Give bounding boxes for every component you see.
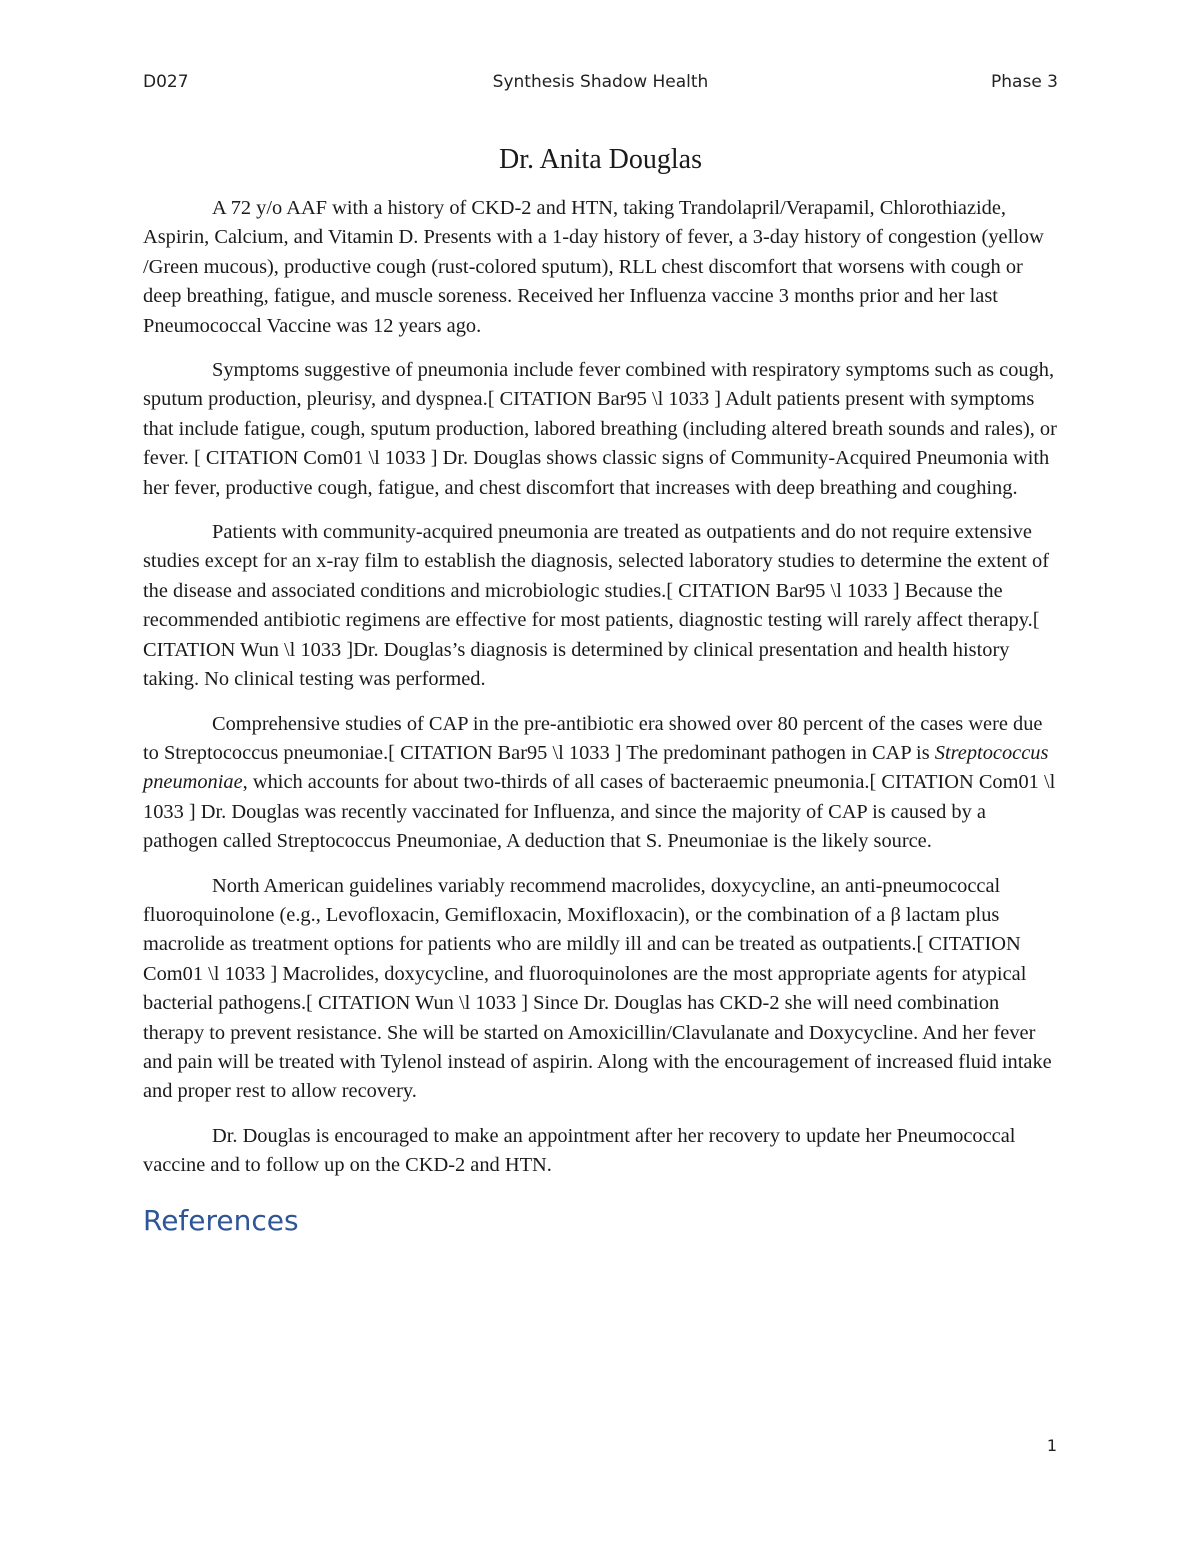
document-body bbox=[143, 142, 1058, 1239]
paragraph-pathogen-text-end: , which accounts for about two-thirds of all cases of bacteraemic pneumonia.[ CITATION Com01 \l 1033 ] Dr. Douglas was recently vaccinated for Influenza, and since the majority of CAP is caused by a pathogen called Streptococcus Pneumoniae, A deduction that S. Pneumoniae is the likely source. bbox=[143, 771, 1056, 853]
header-phase: Phase 3 bbox=[991, 72, 1058, 92]
header-assignment-title: Synthesis Shadow Health bbox=[492, 72, 709, 92]
paragraph-diagnosis: Patients with community-acquired pneumonia are treated as outpatients and do not require extensive studies except for an x-ray film to establish the diagnosis, selected laboratory studies to determine the extent of the disease and associated conditions and microbiologic studies.[ CITATION Bar95 \l 1033 ] Because the recommended antibiotic regimens are effective for most patients, diagnostic testing will rarely affect therapy.[ CITATION Wun \l 1033 ]Dr. Douglas’s diagnosis is determined by clinical presentation and health history taking. No clinical testing was performed. bbox=[143, 521, 1049, 691]
paragraph-treatment: North American guidelines variably recommend macrolides, doxycycline, an anti-pneumococcal fluoroquinolone (e.g., Levofloxacin, Gemifloxacin, Moxifloxacin), or the combination of a β lactam plus macrolide as treatment options for patients who are mildly ill and can be treated as outpatients.[ CITATION Com01 \l 1033 ] Macrolides, doxycycline, and fluoroquinolones are the most appropriate agents for atypical bacterial pathogens.[ CITATION Wun \l 1033 ] Since Dr. Douglas has CKD-2 she will need combination therapy to prevent resistance. She will be started on Amoxicillin/Clavulanate and Doxycycline. And her fever and pain will be treated with Tylenol instead of aspirin. Along with the encouragement of increased fluid intake and proper rest to allow recovery. bbox=[143, 874, 1052, 1103]
paragraph-patient-summary: A 72 y/o AAF with a history of CKD-2 and HTN, taking Trandolapril/Verapamil, Chlorothiazide, Aspirin, Calcium, and Vitamin D. Presents with a 1-day history of fever, a 3-day history of congestion (yellow /Green mucous), productive cough (rust-colored sputum), RLL chest discomfort that worsens with cough or deep breathing, fatigue, and muscle soreness. Received her Influenza vaccine 3 months prior and her last Pneumococcal Vaccine was 12 years ago. bbox=[143, 197, 1044, 337]
page-number: 1 bbox=[1046, 1436, 1057, 1455]
page-header bbox=[143, 72, 1058, 100]
header-course-code: D027 bbox=[143, 72, 189, 92]
paragraph-pathogen-text-start: Comprehensive studies of CAP in the pre-antibiotic era showed over 80 percent of the cases were due to Streptococcus pneumoniae.[ CITATION Bar95 \l 1033 ] The predominant pathogen in CAP is bbox=[143, 712, 1043, 764]
references-heading: References bbox=[143, 1203, 299, 1237]
pathogen-name-italic: Streptococcus pneumoniae bbox=[143, 741, 1049, 794]
paragraph-symptoms: Symptoms suggestive of pneumonia include fever combined with respiratory symptoms such as cough, sputum production, pleurisy, and dyspnea.[ CITATION Bar95 \l 1033 ] Adult patients present with symptoms that include fatigue, cough, sputum production, labored breathing (including altered breath sounds and rales), or fever. [ CITATION Com01 \l 1033 ] Dr. Douglas shows classic signs of Community-Acquired Pneumonia with her fever, productive cough, fatigue, and chest discomfort that increases with deep breathing and coughing. bbox=[143, 359, 1057, 499]
document-title: Dr. Anita Douglas bbox=[499, 144, 702, 175]
paragraph-pathogen bbox=[143, 710, 1058, 857]
paragraph-follow-up: Dr. Douglas is encouraged to make an appointment after her recovery to update her Pneumococcal vaccine and to follow up on the CKD-2 and HTN. bbox=[143, 1124, 1016, 1177]
